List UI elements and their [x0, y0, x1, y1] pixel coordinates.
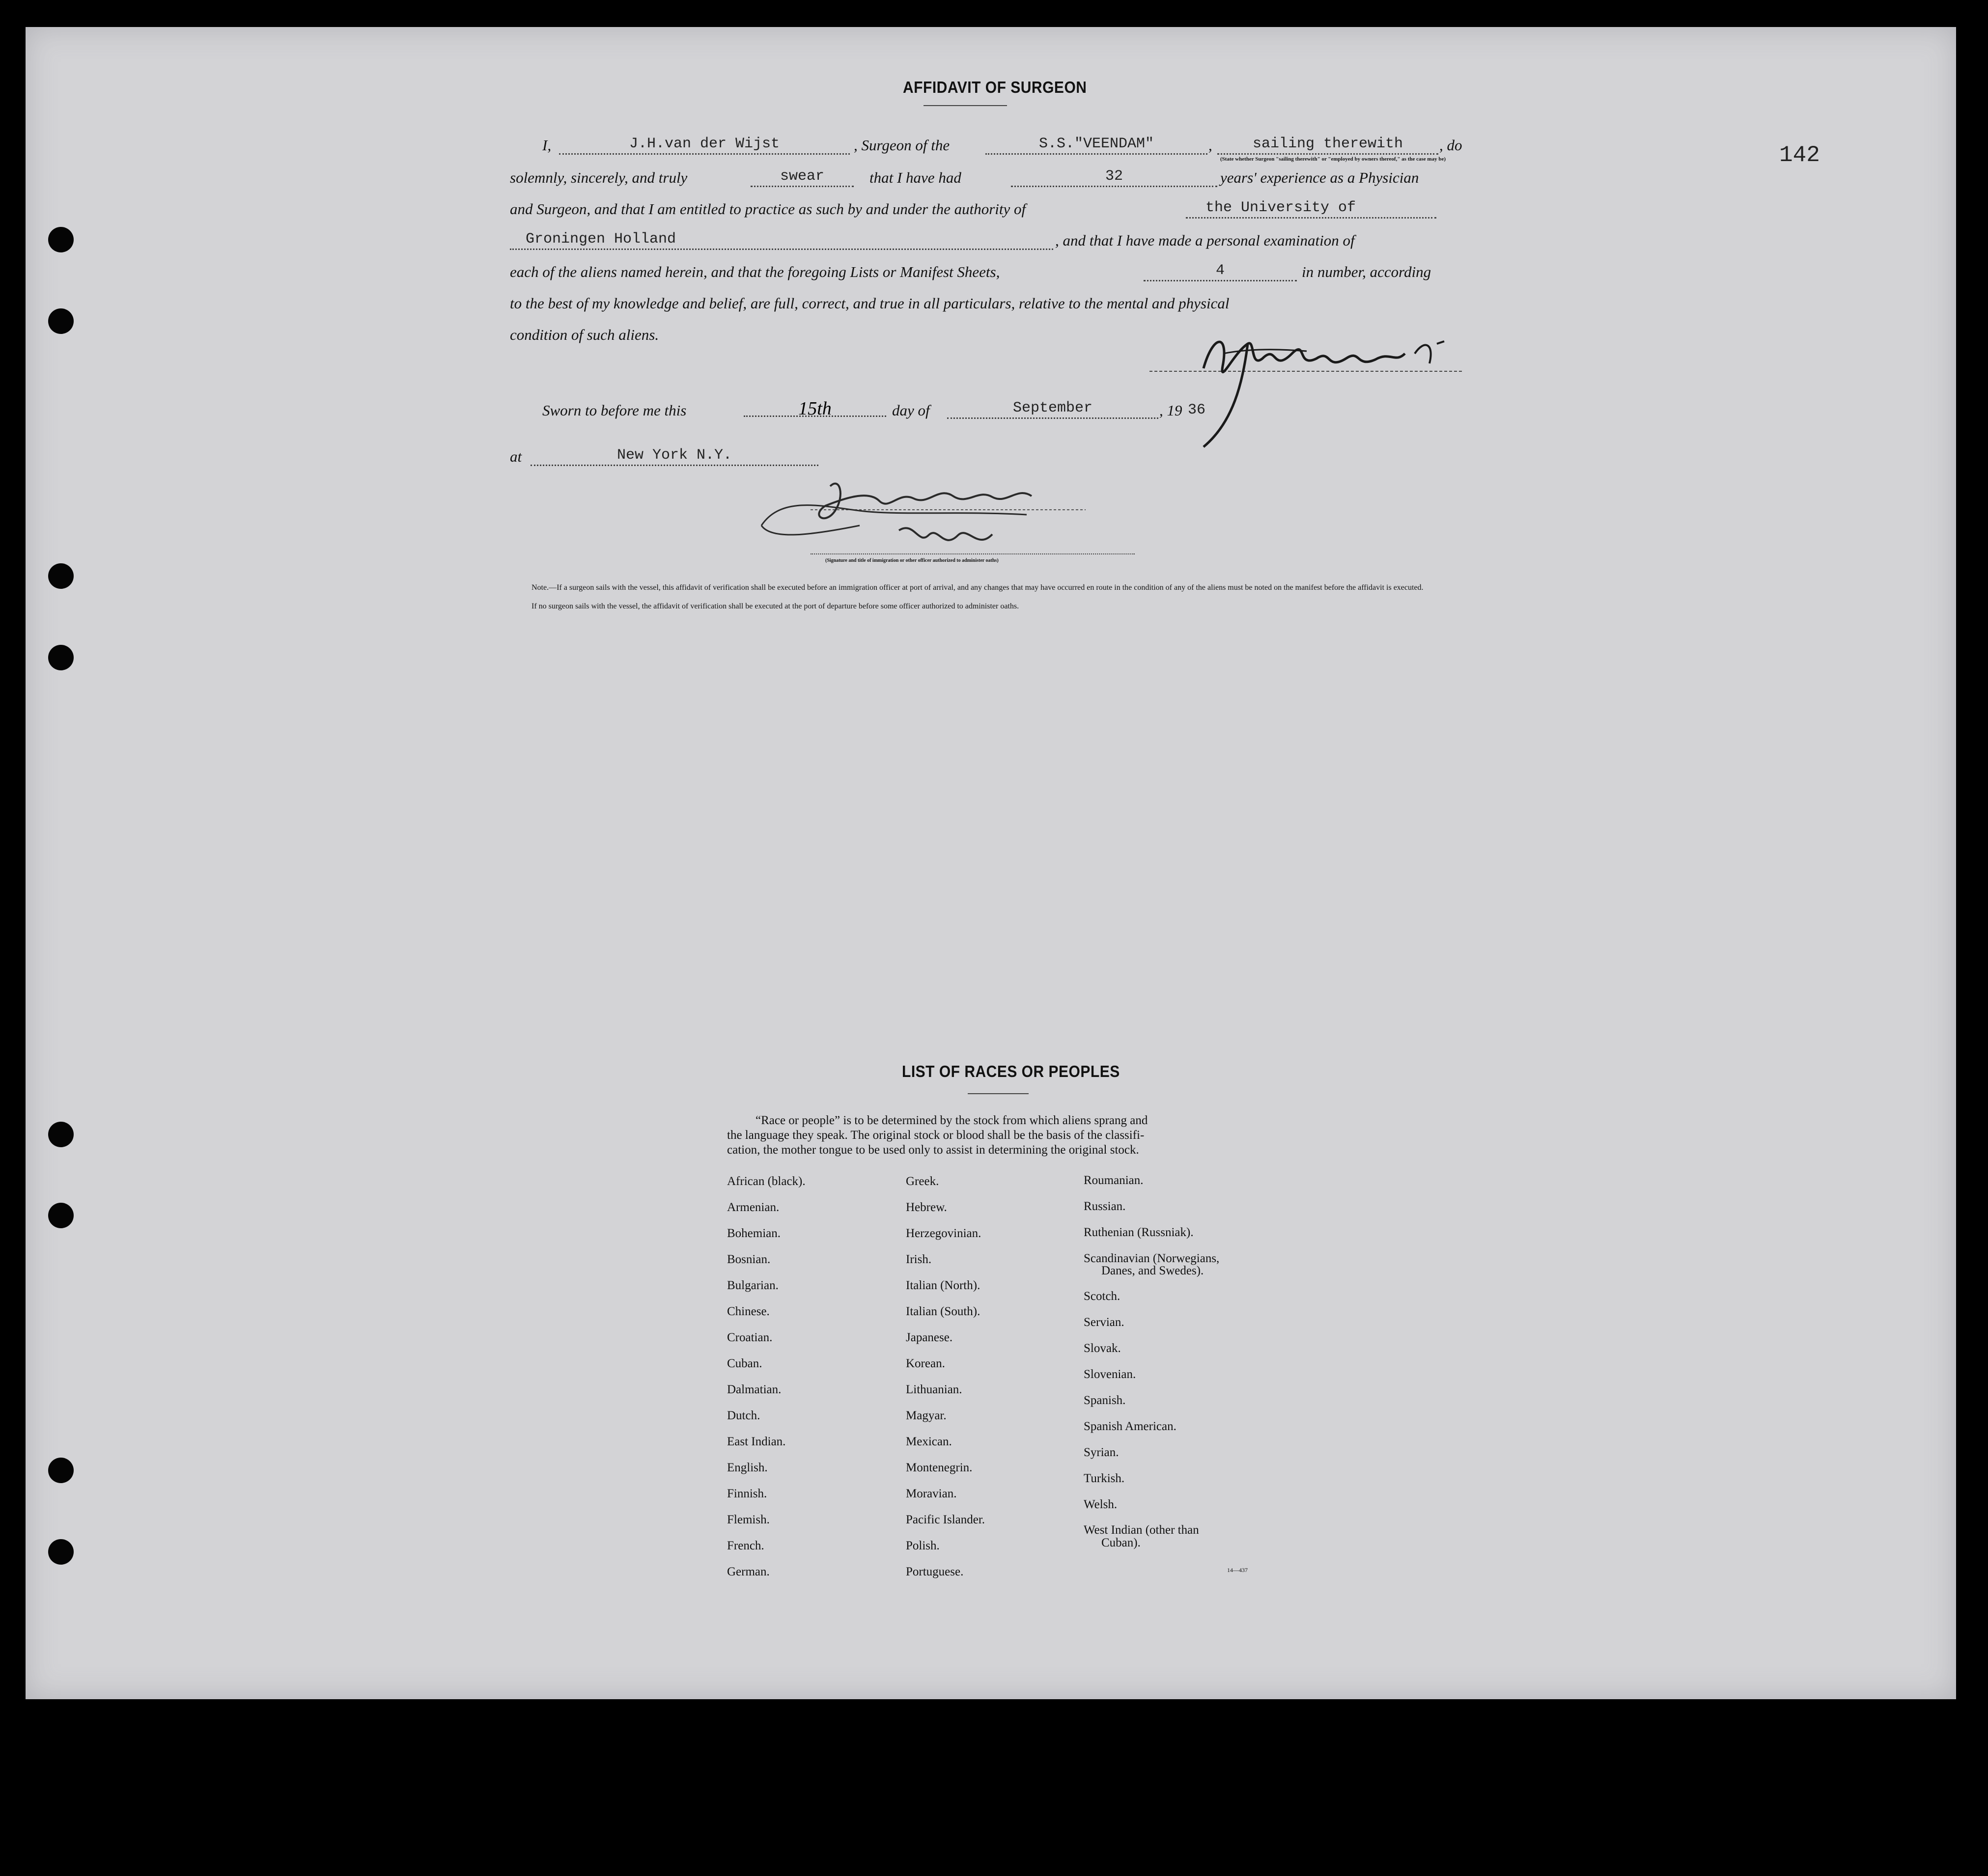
- race-item: Russian.: [1084, 1200, 1126, 1213]
- race-item: Roumanian.: [1084, 1174, 1144, 1187]
- capacity-value: sailing therewith: [1252, 136, 1403, 152]
- line2-mid: that I have had: [869, 169, 961, 186]
- authority2-value: Groningen Holland: [526, 231, 676, 248]
- races-intro-line1: “Race or people” is to be determined by the stock from which aliens sprang and: [756, 1114, 1148, 1127]
- race-item: German.: [727, 1565, 770, 1578]
- race-item: Magyar.: [906, 1409, 947, 1422]
- race-item: Scandinavian (Norwegians,: [1084, 1252, 1220, 1265]
- race-item: Montenegrin.: [906, 1461, 973, 1474]
- affidavit-title: AFFIDAVIT OF SURGEON: [903, 79, 1087, 97]
- sheets-field: [1144, 262, 1297, 281]
- capacity-field: [1217, 136, 1438, 155]
- race-item: Slovenian.: [1084, 1368, 1136, 1381]
- race-item: Ruthenian (Russniak).: [1084, 1226, 1194, 1239]
- race-item: African (black).: [727, 1175, 806, 1188]
- line1-mid: , Surgeon of the: [854, 137, 950, 154]
- races-intro-line3: cation, the mother tongue to be used only to assist in determining the original stock.: [727, 1143, 1139, 1157]
- place-prefix: at: [510, 448, 522, 465]
- race-item: Italian (South).: [906, 1305, 980, 1318]
- oath-value: swear: [780, 168, 824, 185]
- day-value: 15th: [798, 398, 832, 419]
- punch-hole: [48, 1203, 74, 1228]
- place-field: [531, 447, 818, 466]
- form-number: 14—437: [1227, 1567, 1248, 1573]
- race-item: Lithuanian.: [906, 1383, 962, 1396]
- line2-end: years' experience as a Physician: [1220, 169, 1419, 186]
- oath-field: [751, 168, 854, 187]
- vessel-field: [985, 136, 1207, 155]
- line5-text: each of the aliens named herein, and that the foregoing Lists or Manifest Sheets,: [510, 263, 1000, 280]
- race-item: Cuban).: [1101, 1536, 1141, 1549]
- vessel-name: S.S."VEENDAM": [1038, 136, 1154, 152]
- line2-prefix: solemnly, sincerely, and truly: [510, 169, 688, 186]
- race-item: West Indian (other than: [1084, 1523, 1199, 1537]
- race-item: Armenian.: [727, 1201, 780, 1214]
- punch-hole: [48, 563, 74, 589]
- note-1: Note.—If a surgeon sails with the vessel, this affidavit of verification shall be executed before an immigration officer at port of arrival, and any changes that may have occurred en route in the condition of any of the aliens must be noted on the manifest before the affidavit is executed.: [532, 583, 1424, 592]
- officer-caption: (Signature and title of immigration or other officer authorized to administer oaths): [825, 558, 999, 563]
- sworn-mid: day of: [892, 402, 930, 419]
- line4-text: , and that I have made a personal examination of: [1055, 232, 1355, 249]
- race-item: Moravian.: [906, 1487, 957, 1500]
- race-item: Turkish.: [1084, 1472, 1125, 1485]
- officer-signature-rule: [811, 553, 1135, 554]
- line6-text: to the best of my knowledge and belief, are full, correct, and true in all particulars, relative to the mental and physical: [510, 295, 1230, 312]
- line3-text: and Surgeon, and that I am entitled to practice as such by and under the authority of: [510, 200, 1026, 218]
- punch-hole: [48, 1458, 74, 1483]
- race-item: East Indian.: [727, 1435, 786, 1448]
- race-item: English.: [727, 1461, 768, 1474]
- line5-end: in number, according: [1302, 263, 1431, 280]
- race-item: Bosnian.: [727, 1253, 771, 1266]
- line7-text: condition of such aliens.: [510, 326, 659, 343]
- month-field: [947, 400, 1158, 419]
- line1-prefix: I,: [542, 137, 552, 154]
- race-item: Pacific Islander.: [906, 1513, 985, 1526]
- punch-hole: [48, 1539, 74, 1565]
- race-item: Scotch.: [1084, 1290, 1120, 1303]
- race-item: Servian.: [1084, 1316, 1124, 1329]
- race-item: Welsh.: [1084, 1498, 1118, 1511]
- capacity-note: (State whether Surgeon "sailing therewith" or "employed by owners thereof," as the case may be): [1220, 156, 1446, 162]
- race-item: Bohemian.: [727, 1227, 781, 1240]
- race-item: Polish.: [906, 1539, 940, 1552]
- punch-hole: [48, 645, 74, 670]
- punch-hole: [48, 308, 74, 334]
- surgeon-signature: [1149, 324, 1464, 452]
- year-value: 36: [1188, 402, 1206, 418]
- race-item: Dalmatian.: [727, 1383, 782, 1396]
- race-item: Spanish American.: [1084, 1420, 1176, 1433]
- races-intro-line2: the language they speak. The original stock or blood shall be the basis of the classifi-: [727, 1129, 1145, 1142]
- authority-value: the University of: [1205, 199, 1356, 216]
- officer-signature: [752, 476, 1105, 565]
- race-item: Mexican.: [906, 1435, 952, 1448]
- surgeon-name-field: [559, 136, 850, 155]
- race-item: Hebrew.: [906, 1201, 947, 1214]
- years-value: 32: [1105, 168, 1123, 185]
- authority-field: [1186, 199, 1436, 219]
- page-number: 142: [1779, 142, 1820, 168]
- sheets-value: 4: [1215, 262, 1225, 279]
- year-prefix: , 19: [1159, 402, 1182, 419]
- races-title-rule: [968, 1093, 1029, 1094]
- line1-end: , do: [1439, 137, 1462, 154]
- race-item: Dutch.: [727, 1409, 760, 1422]
- race-item: Finnish.: [727, 1487, 767, 1500]
- authority2-field: [510, 231, 1053, 250]
- sworn-prefix: Sworn to before me this: [542, 402, 687, 419]
- race-item: Spanish.: [1084, 1394, 1126, 1407]
- race-item: Korean.: [906, 1357, 945, 1370]
- place-value: New York N.Y.: [616, 447, 732, 464]
- race-item: Cuban.: [727, 1357, 762, 1370]
- race-item: Syrian.: [1084, 1446, 1119, 1459]
- race-item: Flemish.: [727, 1513, 770, 1526]
- race-item: Portuguese.: [906, 1565, 964, 1578]
- race-item: Chinese.: [727, 1305, 770, 1318]
- race-item: French.: [727, 1539, 764, 1552]
- races-title: LIST OF RACES OR PEOPLES: [902, 1063, 1120, 1081]
- day-field: [744, 398, 886, 417]
- race-item: Croatian.: [727, 1331, 773, 1344]
- race-item: Danes, and Swedes).: [1101, 1264, 1204, 1277]
- line1-comma: ,: [1208, 137, 1212, 154]
- note-2: If no surgeon sails with the vessel, the affidavit of verification shall be executed at the port of departure before some officer authorized to administer oaths.: [532, 602, 1019, 610]
- race-item: Slovak.: [1084, 1342, 1121, 1355]
- title-rule: [924, 105, 1007, 106]
- years-field: [1011, 168, 1217, 187]
- surgeon-name: J.H.van der Wijst: [629, 136, 780, 152]
- race-item: Italian (North).: [906, 1279, 980, 1292]
- race-item: Herzegovinian.: [906, 1227, 981, 1240]
- month-value: September: [1012, 400, 1093, 416]
- race-item: Japanese.: [906, 1331, 953, 1344]
- punch-hole: [48, 1122, 74, 1147]
- punch-hole: [48, 227, 74, 252]
- race-item: Bulgarian.: [727, 1279, 779, 1292]
- race-item: Irish.: [906, 1253, 932, 1266]
- race-item: Greek.: [906, 1175, 939, 1188]
